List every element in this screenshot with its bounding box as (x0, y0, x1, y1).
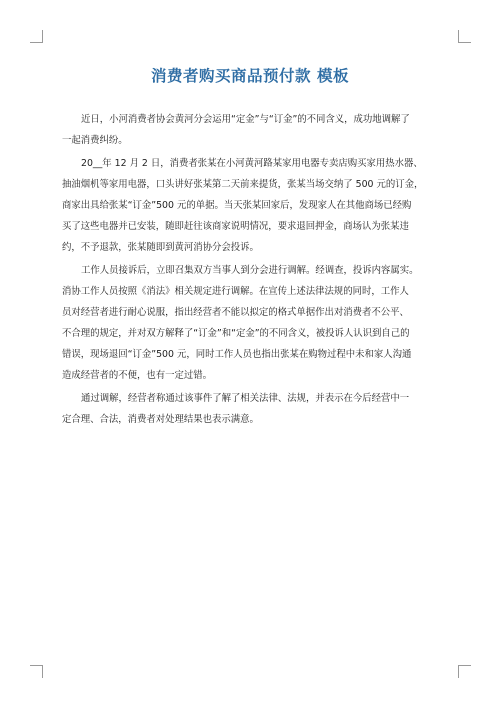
paragraph-1 (62, 109, 450, 151)
paragraph-line: 一起消费纠纷。 (62, 135, 128, 146)
crop-mark-top-left (30, 30, 43, 43)
paragraph-line: 商家出具给张某“订金”500 元的单据。当天张某回家后，发现家人在其他商场已经购 (62, 200, 412, 211)
crop-mark-bottom-right (458, 665, 471, 678)
crop-mark-bottom-left (30, 665, 43, 678)
paragraph-line: 员对经营者进行耐心说服，指出经营者不能以拟定的格式单据作出对消费者不公平、 (62, 307, 409, 318)
paragraph-line: 工作人员接诉后，立即召集双方当事人到分会进行调解。经调查，投诉内容属实。 (81, 265, 419, 276)
paragraph-line: 约，不予退款，张某随即到黄河消协分会投诉。 (62, 242, 259, 253)
paragraph-line: 近日，小河消费者协会黄河分会运用“定金”与“订金”的不同含义，成功地调解了 (81, 114, 410, 125)
paragraph-line: 通过调解，经营者称通过该事件了解了相关法律、法规，并表示在今后经营中一 (81, 393, 410, 404)
paragraph-line: 买了这些电器并已安装，随即赶往该商家说明情况，要求退回押金，商场认为张某违 (62, 221, 409, 232)
paragraph-line: 造成经营者的不便，也有一定过错。 (62, 370, 213, 381)
paragraph-2 (62, 153, 450, 258)
paragraph-line: 定合理、合法，消费者对处理结果也表示满意。 (62, 414, 259, 425)
crop-mark-top-right (458, 30, 471, 43)
paragraph-line: 20__年 12 月 2 日，消费者张某在小河黄河路某家用电器专卖店购买家用热水器、 (81, 158, 423, 169)
paragraph-line: 抽油烟机等家用电器，口头讲好张某第二天前来提货，张某当场交纳了 500 元的订金， (62, 179, 424, 190)
paragraph-line: 错误，现场退回“订金”500 元，同时工作人员也指出张某在购物过程中未和家人沟通 (62, 349, 412, 360)
paragraph-4 (62, 388, 450, 430)
paragraph-3 (62, 260, 450, 386)
document-body (62, 109, 450, 432)
paragraph-line: 不合理的规定，并对双方解释了“订金”和“定金”的不同含义，被投诉人认识到自己的 (62, 328, 410, 339)
document-title: 消费者购买商品预付款 模板 (151, 67, 349, 85)
paragraph-line: 消协工作人员按照《消法》相关规定进行调解。在宣传上述法律法规的同时，工作人 (62, 286, 409, 297)
